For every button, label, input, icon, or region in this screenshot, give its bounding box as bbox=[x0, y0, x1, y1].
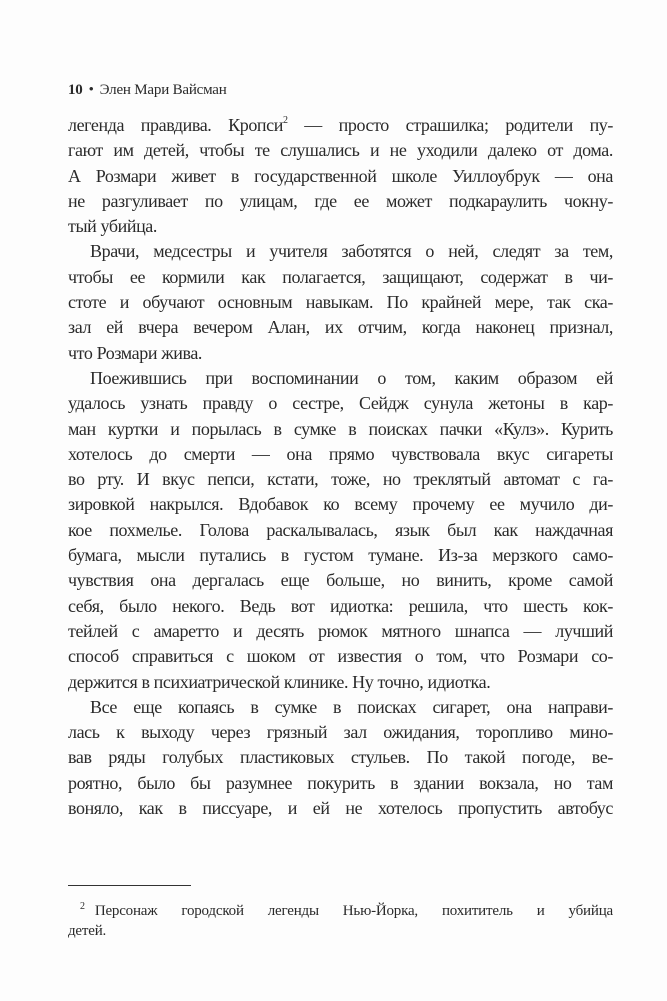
text-fragment: легенда правдива. Кропси bbox=[68, 115, 283, 135]
paragraph bbox=[68, 695, 613, 821]
paragraph bbox=[68, 113, 613, 239]
text-line: Врачи, медсестры и учителя заботятся о ней, следят за тем, bbox=[90, 241, 613, 262]
page-number: 10 bbox=[68, 82, 83, 98]
paragraph bbox=[68, 239, 613, 365]
text-line: Все еще копаясь в сумке в поисках сигарет, она направи- bbox=[90, 696, 613, 717]
text-line: во рту. И вкус пепси, кстати, тоже, но треклятый автомат с га- bbox=[68, 469, 613, 490]
text-line bbox=[68, 113, 613, 138]
text-line: удалось узнать правду о сестре, Сейдж сунула жетоны в кар- bbox=[68, 393, 613, 414]
text-line: кое похмелье. Голова раскалывалась, язык был как наждачная bbox=[68, 519, 613, 540]
text-line: держится в психиатрической клинике. Ну точно, идиотка. bbox=[68, 671, 491, 692]
text-line: зал ей вчера вечером Алан, их отчим, когда наконец признал, bbox=[68, 317, 613, 338]
text-line: воняло, как в писсуаре, и ей не хотелось пропустить автобус bbox=[68, 798, 613, 819]
footnote-line bbox=[68, 919, 613, 943]
text-line: лась к выходу через грязный зал ожидания, торопливо мино- bbox=[68, 722, 613, 743]
paragraph bbox=[68, 366, 613, 695]
text-line: А Розмари живет в государственной школе Уиллоубрук — она bbox=[68, 165, 613, 186]
text-line: ман куртки и порылась в сумке в поисках пачки «Кулз». Курить bbox=[68, 418, 613, 439]
text-fragment: — просто страшилка; родители пу- bbox=[287, 115, 614, 135]
footnote-line bbox=[68, 895, 613, 919]
footnote-divider bbox=[68, 885, 191, 886]
text-line: не разгуливает по улицам, где ее может подкараулить чокну- bbox=[68, 190, 613, 211]
footnote-text: детей. bbox=[68, 923, 107, 939]
text-line: хотелось до смерти — она прямо чувствовала вкус сигареты bbox=[68, 443, 613, 464]
footnote-text: Персонаж городской легенды Нью-Йорка, похититель и убийца bbox=[94, 903, 613, 919]
text-line: Поежившись при воспоминании о том, каким образом ей bbox=[90, 367, 613, 388]
text-line: что Розмари жива. bbox=[68, 342, 203, 363]
footnote-reference[interactable]: 2 bbox=[282, 115, 288, 126]
text-line: себя, было некого. Ведь вот идиотка: решила, что шесть кок- bbox=[68, 595, 613, 616]
body-text bbox=[68, 113, 613, 821]
text-line: чувствия она дергалась еще больше, но винить, кроме самой bbox=[68, 570, 613, 591]
text-line: бумага, мысли путались в густом тумане. Из-за мерзкого само- bbox=[68, 545, 613, 566]
text-line: способ справиться с шоком от известия о том, что Розмари со- bbox=[68, 646, 613, 667]
text-line: тейлей с амаретто и десять рюмок мятного шнапса — лучший bbox=[68, 620, 613, 641]
text-line: роятно, было бы разумнее покурить в здании вокзала, но там bbox=[68, 772, 613, 793]
author-name: Элен Мари Вайсман bbox=[99, 82, 227, 98]
text-line: стоте и обучают основным навыкам. По крайней мере, так ска- bbox=[68, 292, 613, 313]
text-line: чтобы ее кормили как полагается, защищают, содержат в чи- bbox=[68, 266, 613, 287]
text-line: гают им детей, чтобы те слушались и не уходили далеко от дома. bbox=[68, 140, 613, 161]
footnote-marker: 2 bbox=[80, 901, 85, 912]
header-separator: • bbox=[88, 82, 94, 98]
text-line: тый убийца. bbox=[68, 216, 158, 237]
running-header bbox=[68, 82, 227, 99]
text-line: зировкой накрылся. Вдобавок ко всему прочему ее мучило ди- bbox=[68, 494, 613, 515]
footnote bbox=[68, 895, 613, 943]
text-line: вав ряды голубых пластиковых стульев. По такой погоде, ве- bbox=[68, 747, 613, 768]
